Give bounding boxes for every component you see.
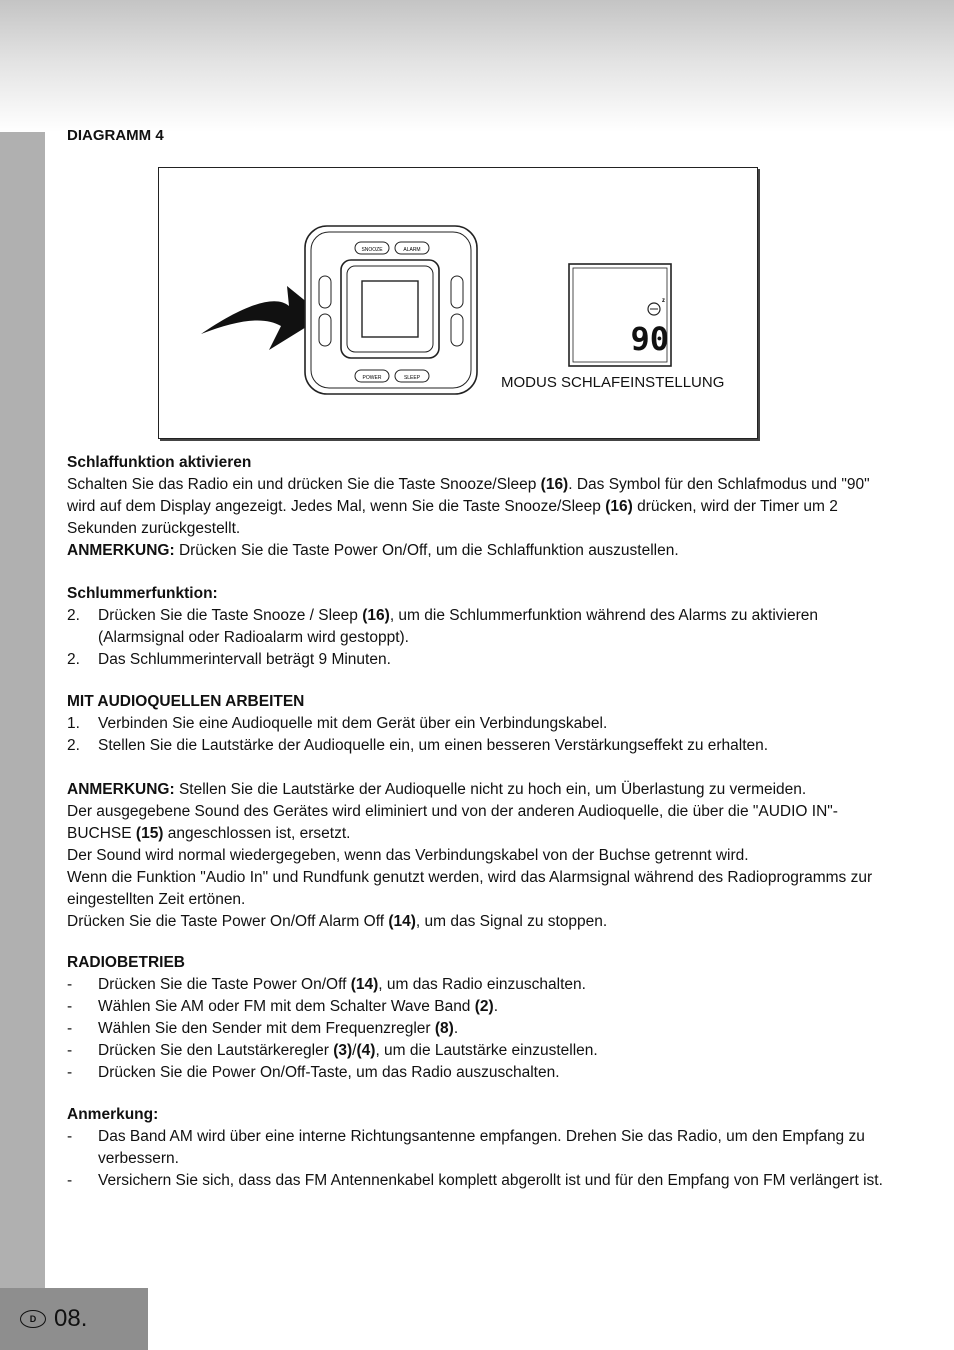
list-item: - Drücken Sie die Taste Power On/Off (14), um das Radio einzuschalten.	[67, 976, 586, 993]
list-item: 2. Stellen Sie die Lautstärke der Audioquelle ein, um einen besseren Verstärkungseffekt zu erhalten.	[67, 737, 769, 754]
btn-label-top-right: ALARM	[403, 247, 421, 253]
list-item: - Das Band AM wird über eine interne Richtungsantenne empfangen. Drehen Sie das Radio, um den Empfang zu verbessern.	[67, 1128, 865, 1167]
list-item: - Wählen Sie AM oder FM mit dem Schalter Wave Band (2).	[67, 998, 499, 1015]
sleep-title: Schlaffunktion aktivieren	[67, 454, 252, 471]
list-item: - Wählen Sie den Sender mit dem Frequenzregler (8).	[67, 1020, 459, 1037]
page-number-box	[0, 1288, 148, 1350]
btn-label-bottom-left: POWER	[362, 375, 382, 381]
right-button-bottom	[451, 314, 463, 346]
audio-note-2: Der ausgegebene Sound des Gerätes wird eliminiert und von der anderen Audioquelle, die über die "AUDIO IN"-BUCHSE (15) angeschlossen ist, ersetzt.	[67, 803, 838, 842]
remark-title: Anmerkung:	[67, 1106, 159, 1123]
display-value: 90	[630, 320, 669, 358]
audio-note-4: Wenn die Funktion "Audio In" und Rundfunk genutzt werden, wird das Alarmsignal während des Radioprogramms zur eingestellten Zeit ertönen.	[67, 869, 873, 908]
list-item: 2. Das Schlummerintervall beträgt 9 Minuten.	[67, 651, 391, 668]
section-radio	[67, 952, 897, 1084]
list-item: - Drücken Sie die Power On/Off-Taste, um das Radio auszuschalten.	[67, 1064, 560, 1081]
section-audio	[67, 691, 897, 933]
section-sleep	[67, 452, 897, 562]
diagram-heading: DIAGRAMM 4	[67, 127, 164, 144]
sleep-note: ANMERKUNG: Drücken Sie die Taste Power On/Off, um die Schlaffunktion auszustellen.	[67, 542, 679, 559]
radio-title: RADIOBETRIEB	[67, 954, 185, 971]
list-item: 2. Drücken Sie die Taste Snooze / Sleep (16), um die Schlummerfunktion während des Alarms zu aktivieren (Alarmsignal oder Radioalarm wird gestoppt).	[67, 607, 818, 646]
btn-label-top-left: SNOOZE	[361, 247, 383, 253]
btn-label-bottom-right: SLEEP	[403, 375, 421, 381]
figure-caption: MODUS SCHLAFEINSTELLUNG	[501, 374, 725, 391]
audio-note-5: Drücken Sie die Taste Power On/Off Alarm Off (14), um das Signal zu stoppen.	[67, 913, 608, 930]
left-button-top	[319, 276, 331, 308]
section-remark	[67, 1104, 897, 1192]
sleep-paragraph: Schalten Sie das Radio ein und drücken Sie die Taste Snooze/Sleep (16). Das Symbol für den Schlafmodus und "90" wird auf dem Display angezeigt. Jedes Mal, wenn Sie die Taste Snooze/Sleep (16) drücken, wird der Timer um 2 Sekunden zurückgestellt.	[67, 476, 870, 537]
device-screen	[362, 281, 418, 337]
list-item: 1. Verbinden Sie eine Audioquelle mit dem Gerät über ein Verbindungskabel.	[67, 715, 608, 732]
right-button-top	[451, 276, 463, 308]
side-bar	[0, 132, 45, 1350]
diagram-figure	[158, 167, 758, 439]
section-snooze	[67, 583, 897, 671]
language-badge: D	[20, 1310, 46, 1328]
left-button-bottom	[319, 314, 331, 346]
audio-title: MIT AUDIOQUELLEN ARBEITEN	[67, 693, 305, 710]
list-item: - Drücken Sie den Lautstärkeregler (3)/(4), um die Lautstärke einzustellen.	[67, 1042, 598, 1059]
header-gradient	[0, 0, 954, 132]
device-illustration	[159, 168, 759, 440]
page-number: 08.	[54, 1305, 88, 1332]
audio-note-3: Der Sound wird normal wiedergegeben, wenn das Verbindungskabel von der Buchse getrennt wird.	[67, 847, 749, 864]
svg-text:z: z	[662, 298, 665, 304]
list-item: - Versichern Sie sich, dass das FM Antennenkabel komplett abgerollt ist und für den Empfang von FM verlängert ist.	[67, 1172, 883, 1189]
snooze-title: Schlummerfunktion:	[67, 585, 218, 602]
audio-note: ANMERKUNG: Stellen Sie die Lautstärke der Audioquelle nicht zu hoch ein, um Überlastung zu vermeiden.	[67, 781, 807, 798]
